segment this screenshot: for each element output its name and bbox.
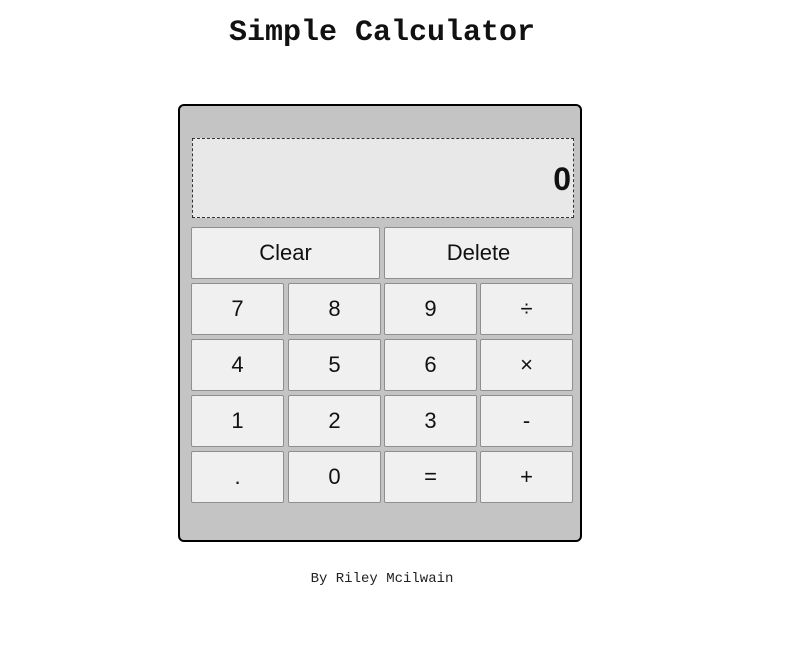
clear-button[interactable]: Clear: [191, 227, 380, 279]
digit-0-button[interactable]: 0: [288, 451, 381, 503]
digit-1-button[interactable]: 1: [191, 395, 284, 447]
page-title: Simple Calculator: [228, 16, 536, 50]
multiply-button[interactable]: ×: [480, 339, 573, 391]
digit-5-button[interactable]: 5: [288, 339, 381, 391]
subtract-button[interactable]: -: [480, 395, 573, 447]
delete-button[interactable]: Delete: [384, 227, 573, 279]
calculator: [178, 104, 582, 542]
digit-2-button[interactable]: 2: [288, 395, 381, 447]
digit-3-button[interactable]: 3: [384, 395, 477, 447]
equals-button[interactable]: =: [384, 451, 477, 503]
decimal-button[interactable]: .: [191, 451, 284, 503]
digit-9-button[interactable]: 9: [384, 283, 477, 335]
add-button[interactable]: +: [480, 451, 573, 503]
digit-4-button[interactable]: 4: [191, 339, 284, 391]
divide-button[interactable]: ÷: [480, 283, 573, 335]
author-credit: By Riley Mcilwain: [310, 571, 454, 587]
calculator-display: 0: [192, 138, 574, 218]
digit-7-button[interactable]: 7: [191, 283, 284, 335]
digit-6-button[interactable]: 6: [384, 339, 477, 391]
digit-8-button[interactable]: 8: [288, 283, 381, 335]
